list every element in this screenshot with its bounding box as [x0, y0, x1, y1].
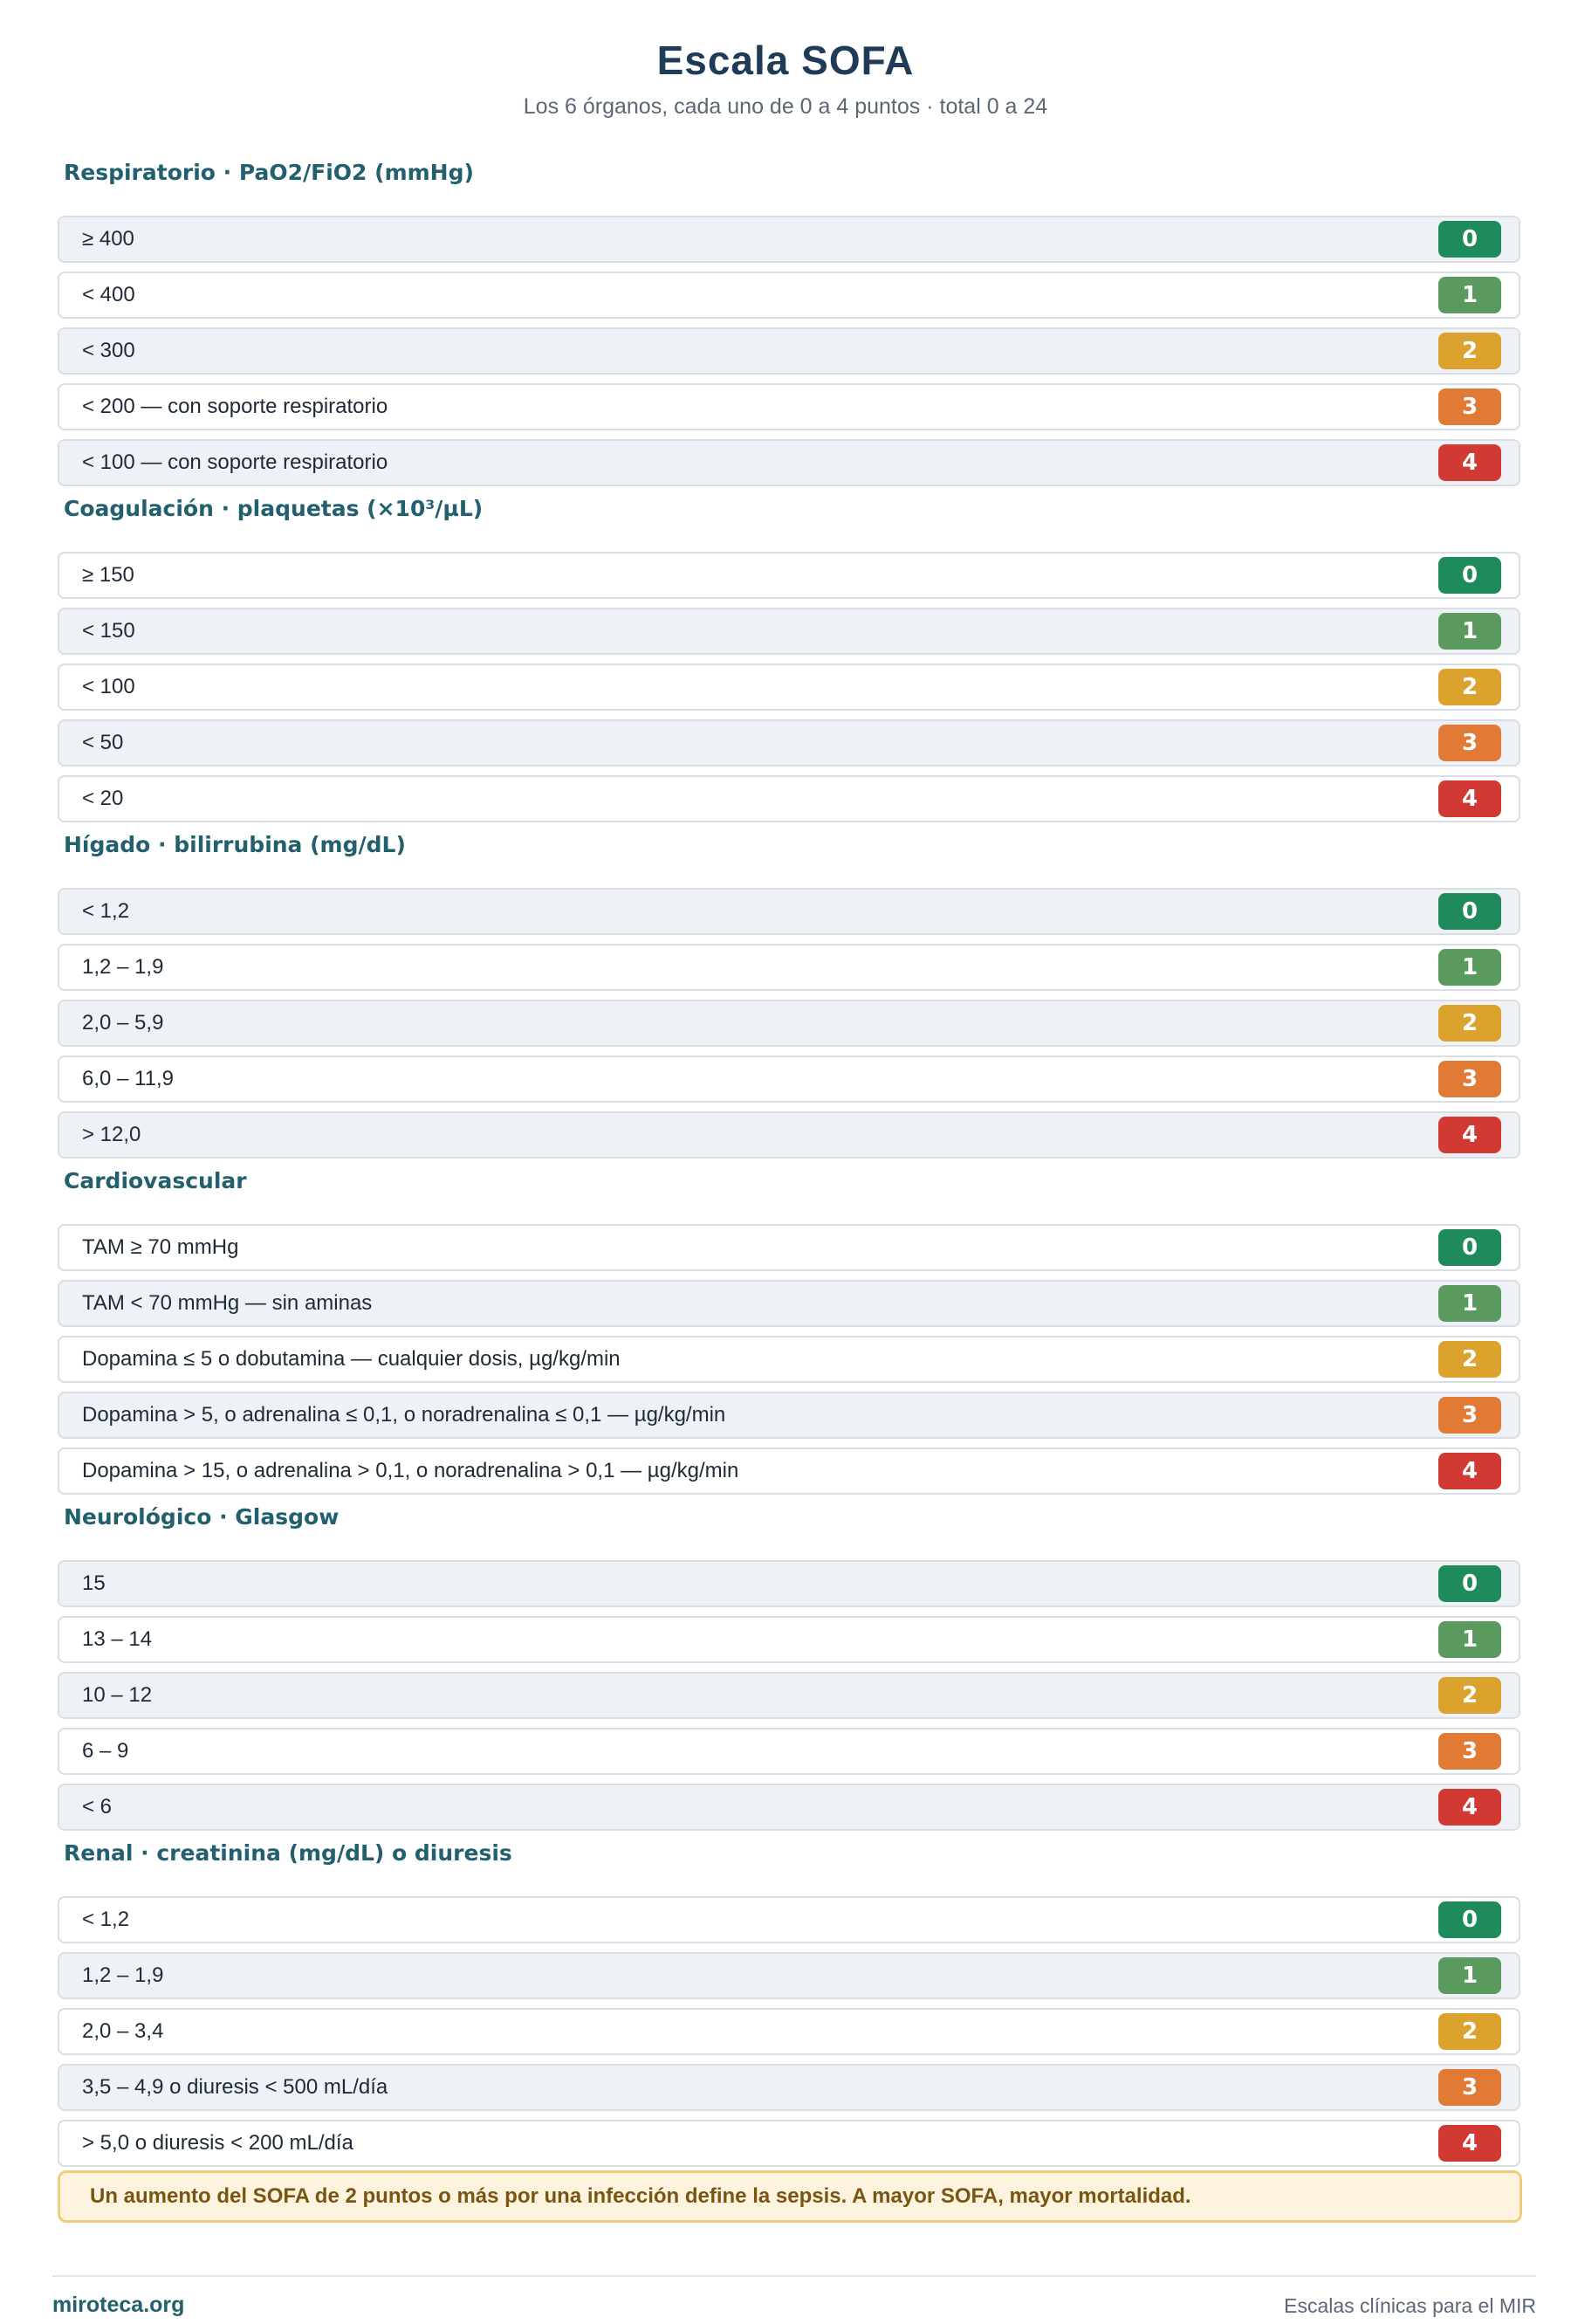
organ-section	[58, 825, 1520, 1167]
criteria-label: < 100 — con soporte respiratorio	[82, 450, 388, 474]
criteria-row	[58, 1952, 1520, 1999]
score-badge: 2	[1438, 1341, 1501, 1378]
criteria-row	[58, 1000, 1520, 1047]
score-badge: 1	[1438, 277, 1501, 313]
score-badge: 4	[1438, 2125, 1501, 2162]
criteria-label: < 50	[82, 731, 124, 754]
criteria-label: < 6	[82, 1795, 113, 1819]
criteria-row	[58, 1280, 1520, 1327]
score-badge: 1	[1438, 1285, 1501, 1322]
criteria-label: Dopamina ≤ 5 o dobutamina — cualquier dosis, µg/kg/min	[82, 1347, 621, 1371]
criteria-row	[58, 383, 1520, 430]
criteria-label: TAM < 70 mmHg — sin aminas	[82, 1291, 373, 1315]
section-title: Renal · creatinina (mg/dL) o diuresis	[64, 1840, 512, 1866]
score-badge: 2	[1438, 2013, 1501, 2050]
criteria-label: 1,2 – 1,9	[82, 1963, 164, 1987]
criteria-label: Dopamina > 5, o adrenalina ≤ 0,1, o noradrenalina ≤ 0,1 — µg/kg/min	[82, 1403, 726, 1427]
score-badge: 4	[1438, 444, 1501, 481]
score-badge: 1	[1438, 949, 1501, 986]
criteria-label: 2,0 – 5,9	[82, 1011, 164, 1035]
score-badge: 3	[1438, 1733, 1501, 1770]
score-badge: 3	[1438, 2069, 1501, 2106]
criteria-row	[58, 888, 1520, 935]
score-badge: 2	[1438, 1677, 1501, 1714]
criteria-row	[58, 439, 1520, 486]
score-badge: 0	[1438, 221, 1501, 258]
score-badge: 4	[1438, 780, 1501, 817]
score-badge: 4	[1438, 1789, 1501, 1826]
criteria-row	[58, 2120, 1520, 2167]
score-badge: 3	[1438, 725, 1501, 761]
score-badge: 1	[1438, 1621, 1501, 1658]
criteria-label: 13 – 14	[82, 1627, 153, 1651]
criteria-label: 1,2 – 1,9	[82, 955, 164, 979]
footer-divider	[52, 2275, 1536, 2277]
criteria-label: < 100	[82, 675, 135, 698]
criteria-label: < 20	[82, 787, 124, 810]
sepsis-note	[58, 2170, 1522, 2223]
footer-tagline: Escalas clínicas para el MIR	[1284, 2294, 1536, 2317]
criteria-row	[58, 1392, 1520, 1439]
organ-section	[58, 1497, 1520, 1839]
criteria-row	[58, 1672, 1520, 1719]
criteria-label: 10 – 12	[82, 1683, 153, 1707]
score-badge: 3	[1438, 388, 1501, 425]
criteria-row	[58, 1224, 1520, 1271]
criteria-row	[58, 1896, 1520, 1943]
criteria-label: 3,5 – 4,9 o diuresis < 500 mL/día	[82, 2075, 388, 2099]
section-title: Neurológico · Glasgow	[64, 1504, 340, 1530]
criteria-label: > 12,0	[82, 1123, 141, 1146]
criteria-row	[58, 216, 1520, 263]
criteria-label: > 5,0 o diuresis < 200 mL/día	[82, 2131, 353, 2155]
criteria-row	[58, 327, 1520, 375]
section-title: Cardiovascular	[64, 1168, 247, 1193]
criteria-row	[58, 944, 1520, 991]
criteria-label: < 200 — con soporte respiratorio	[82, 395, 388, 418]
criteria-row	[58, 1447, 1520, 1495]
sepsis-note-text: Un aumento del SOFA de 2 puntos o más por una infección define la sepsis. A mayor SOFA, mayor mortalidad.	[90, 2184, 1191, 2208]
criteria-label: 2,0 – 3,4	[82, 2019, 164, 2043]
criteria-row	[58, 552, 1520, 599]
footer-site-link[interactable]: miroteca.org	[52, 2293, 185, 2317]
criteria-row	[58, 2008, 1520, 2055]
criteria-row	[58, 2064, 1520, 2111]
criteria-row	[58, 775, 1520, 822]
criteria-label: < 1,2	[82, 899, 130, 923]
organ-section	[58, 489, 1520, 831]
criteria-label: < 300	[82, 339, 135, 362]
criteria-row	[58, 719, 1520, 767]
organ-section	[58, 1833, 1520, 2176]
criteria-row	[58, 1560, 1520, 1607]
score-badge: 1	[1438, 1957, 1501, 1994]
organ-section	[58, 1161, 1520, 1503]
criteria-label: 6 – 9	[82, 1739, 129, 1763]
score-badge: 3	[1438, 1061, 1501, 1097]
score-badge: 3	[1438, 1397, 1501, 1434]
criteria-row	[58, 1111, 1520, 1159]
criteria-row	[58, 1728, 1520, 1775]
section-title: Respiratorio · PaO2/FiO2 (mmHg)	[64, 160, 474, 185]
page-title: Escala SOFA	[656, 38, 915, 83]
criteria-label: 6,0 – 11,9	[82, 1067, 174, 1090]
criteria-row	[58, 1616, 1520, 1663]
score-badge: 0	[1438, 1901, 1501, 1938]
criteria-row	[58, 272, 1520, 319]
criteria-label: < 150	[82, 619, 135, 643]
criteria-label: < 1,2	[82, 1908, 130, 1931]
criteria-row	[58, 608, 1520, 655]
criteria-row	[58, 1784, 1520, 1831]
score-badge: 2	[1438, 1005, 1501, 1042]
score-badge: 0	[1438, 893, 1501, 930]
criteria-label: 15	[82, 1571, 106, 1595]
criteria-row	[58, 664, 1520, 711]
score-badge: 2	[1438, 669, 1501, 705]
criteria-label: Dopamina > 15, o adrenalina > 0,1, o noradrenalina > 0,1 — µg/kg/min	[82, 1459, 739, 1482]
organ-section	[58, 153, 1520, 495]
criteria-row	[58, 1336, 1520, 1383]
criteria-label: < 400	[82, 283, 135, 306]
criteria-row	[58, 1055, 1520, 1103]
score-badge: 4	[1438, 1117, 1501, 1153]
criteria-label: ≥ 400	[82, 227, 134, 251]
section-title: Coagulación · plaquetas (×10³/µL)	[64, 496, 484, 521]
score-badge: 0	[1438, 1565, 1501, 1602]
score-badge: 4	[1438, 1453, 1501, 1489]
score-badge: 0	[1438, 1229, 1501, 1266]
criteria-label: TAM ≥ 70 mmHg	[82, 1235, 239, 1259]
score-badge: 0	[1438, 557, 1501, 594]
page-subtitle: Los 6 órganos, cada uno de 0 a 4 puntos · total 0 a 24	[523, 94, 1048, 119]
criteria-label: ≥ 150	[82, 563, 134, 587]
section-title: Hígado · bilirrubina (mg/dL)	[64, 832, 406, 857]
score-badge: 2	[1438, 333, 1501, 369]
score-badge: 1	[1438, 613, 1501, 650]
